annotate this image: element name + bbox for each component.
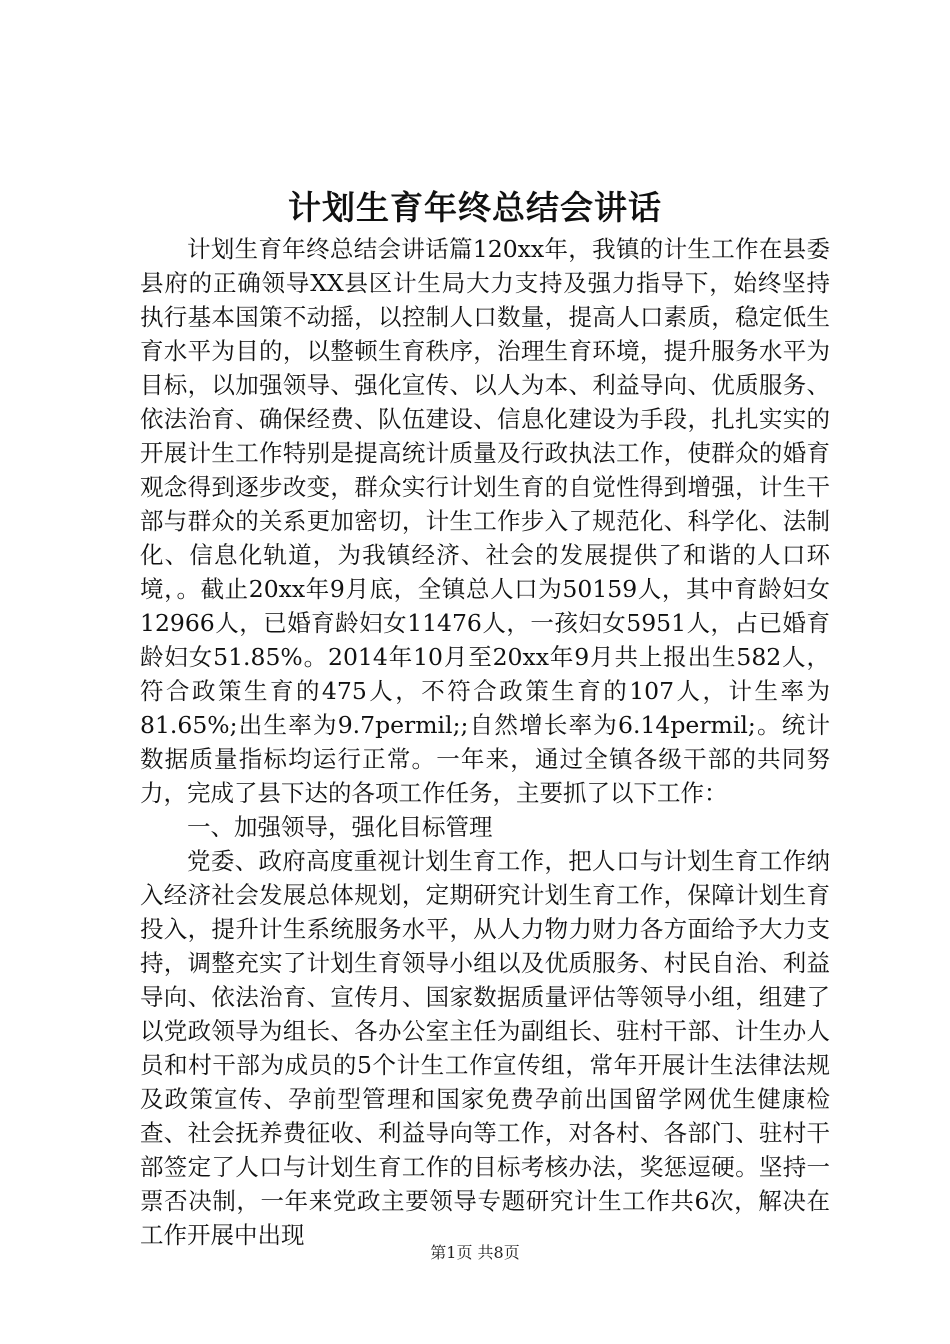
- document-body: [140, 232, 830, 1252]
- page-number-footer: 第1页 共8页: [430, 1243, 520, 1262]
- section-heading: 一、加强领导，强化目标管理: [187, 813, 493, 841]
- document-title: 计划生育年终总结会讲话: [288, 188, 662, 227]
- paragraph-intro: 计划生育年终总结会讲话篇120xx年，我镇的计生工作在县委县府的正确领导XX县区计生局大力支持及强力指导下，始终坚持执行基本国策不动摇，以控制人口数量，提高人口素质，稳定低生育水平为目的，以整顿生育秩序，治理生育环境，提升服务水平为目标，以加强领导、强化宣传、以人为本、利益导向、优质服务、依法治育、确保经费、队伍建设、信息化建设为手段，扎扎实实的开展计生工作特别是提高统计质量及行政执法工作，使群众的婚育观念得到逐步改变，群众实行计划生育的自觉性得到增强，计生干部与群众的关系更加密切，计生工作步入了规范化、科学化、法制化、信息化轨道，为我镇经济、社会的发展提供了和谐的人口环境，。截止20xx年9月底，全镇总人口为50159人，其中育龄妇女12966人，已婚育龄妇女11476人，一孩妇女5951人，占已婚育龄妇女51.85%。2014年10月至20xx年9月共上报出生582人，符合政策生育的475人，不符合政策生育的107人，计生率为81.65%;出生率为9.7permil;;自然增长率为6.14permil;。统计数据质量指标均运行正常。一年来，通过全镇各级干部的共同努力，完成了县下达的各项工作任务，主要抓了以下工作：: [140, 235, 830, 807]
- paragraph-section-1: 党委、政府高度重视计划生育工作，把人口与计划生育工作纳入经济社会发展总体规划，定期研究计划生育工作，保障计划生育投入，提升计生系统服务水平，从人力物力财力各方面给予大力支持，调整充实了计划生育领导小组以及优质服务、村民自治、利益导向、依法治育、宣传月、国家数据质量评估等领导小组，组建了以党政领导为组长、各办公室主任为副组长、驻村干部、计生办人员和村干部为成员的5个计生工作宣传组，常年开展计生法律法规及政策宣传、孕前型管理和国家免费孕前出国留学网优生健康检查、社会抚养费征收、利益导向等工作，对各村、各部门、驻村干部签定了人口与计划生育工作的目标考核办法，奖惩逗硬。坚持一票否决制，一年来党政主要领导专题研究计生工作共6次，解决在工作开展中出现: [140, 847, 830, 1249]
